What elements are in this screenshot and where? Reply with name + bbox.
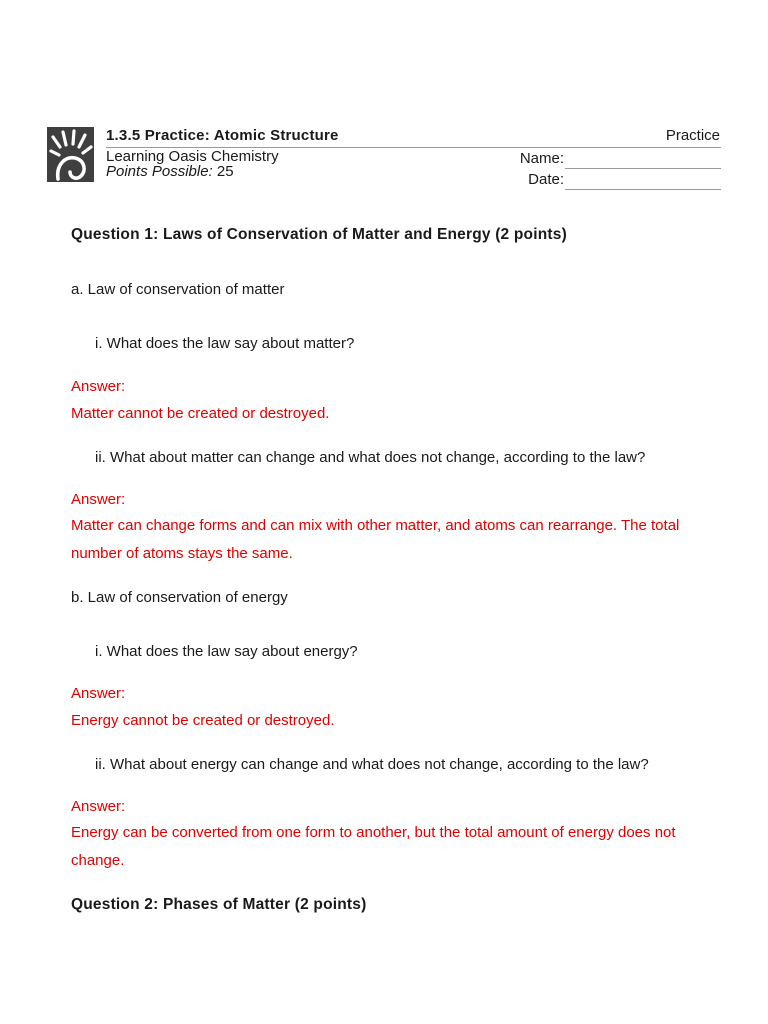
part-b-answer-1: Energy cannot be created or destroyed. bbox=[71, 712, 335, 729]
part-b-label: b. Law of conservation of energy bbox=[71, 589, 288, 606]
points-possible bbox=[106, 163, 234, 180]
part-a-answer-2: Matter can change forms and can mix with other matter, and atoms can rearrange. The total number of atoms stays the same. bbox=[71, 517, 680, 562]
part-a-question-2: ii. What about matter can change and what does not change, according to the law? bbox=[95, 449, 646, 466]
name-label: Name: bbox=[519, 150, 564, 167]
sunburst-logo-icon bbox=[47, 127, 94, 182]
answer-label: Answer: bbox=[71, 491, 126, 508]
part-b-question-1: i. What does the law say about energy? bbox=[95, 643, 358, 660]
answer-label: Answer: bbox=[71, 378, 126, 395]
question-1-heading: Question 1: Laws of Conservation of Matter and Energy (2 points) bbox=[71, 226, 567, 243]
points-label: Points Possible: bbox=[106, 163, 213, 180]
answer-label: Answer: bbox=[71, 685, 126, 702]
part-b-question-2: ii. What about energy can change and what does not change, according to the law? bbox=[95, 756, 649, 773]
question-2-heading: Question 2: Phases of Matter (2 points) bbox=[71, 896, 367, 913]
part-a-answer-1: Matter cannot be created or destroyed. bbox=[71, 405, 330, 422]
part-b-answer-2: Energy can be converted from one form to another, but the total amount of energy does not change. bbox=[71, 824, 676, 869]
answer-label: Answer: bbox=[71, 798, 126, 815]
date-field[interactable] bbox=[565, 189, 721, 190]
date-label: Date: bbox=[528, 171, 564, 188]
page-title: 1.3.5 Practice: Atomic Structure bbox=[106, 127, 339, 144]
course-name: Learning Oasis Chemistry bbox=[106, 148, 279, 165]
document-type-label: Practice bbox=[665, 127, 720, 144]
points-value: 25 bbox=[216, 163, 234, 180]
name-field[interactable] bbox=[565, 168, 721, 169]
part-a-question-1: i. What does the law say about matter? bbox=[95, 335, 355, 352]
part-a-label: a. Law of conservation of matter bbox=[71, 281, 285, 298]
